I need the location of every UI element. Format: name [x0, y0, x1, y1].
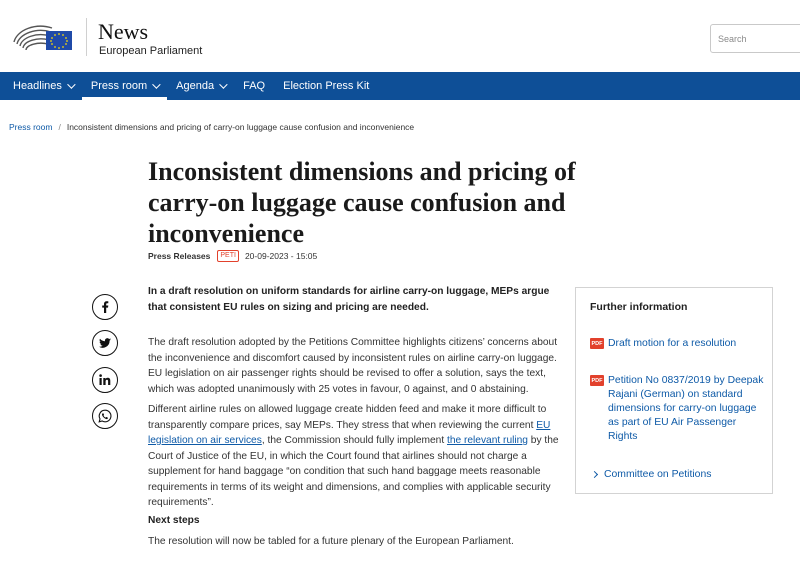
search-input[interactable] — [710, 24, 800, 53]
brand-subtitle: European Parliament — [99, 45, 203, 57]
committee-tag[interactable]: PETI — [217, 250, 239, 262]
paragraph-text: , the Commission should fully implement — [261, 435, 447, 446]
european-parliament-logo[interactable] — [12, 20, 74, 54]
article-lead: In a draft resolution on uniform standards for airline carry-on luggage, MEPs argue that consistent EU rules on sizing and pricing are needed. — [148, 286, 550, 313]
breadcrumb-press-room-link[interactable]: Press room — [9, 122, 53, 132]
paragraph-text: by the Court of Justice of the EU, in which the Court found that airlines should not charge a supplement for hand baggage “on condition that such hand baggage meets reasonable requirements in terms of its weight and dimensions, and complies with applicable security requirements”. — [148, 435, 559, 508]
twitter-icon — [98, 336, 112, 350]
nav-item-faq[interactable] — [234, 72, 274, 100]
nav-item-agenda[interactable] — [167, 72, 234, 100]
share-twitter-button[interactable] — [92, 330, 118, 356]
nav-item-election-press-kit[interactable] — [274, 72, 378, 100]
pdf-icon: PDF — [590, 338, 604, 349]
chevron-down-icon — [219, 80, 227, 88]
article-meta — [148, 250, 317, 262]
sidebar-item-draft-motion[interactable] — [590, 337, 765, 351]
sidebar-item-label: Petition No 0837/2019 by Deepak Rajani (German) on standard dimensions for carry-on luggage as part of EU Air Passenger Rights — [608, 375, 764, 442]
share-linkedin-button[interactable] — [92, 367, 118, 393]
nav-item-press-room[interactable] — [82, 72, 167, 100]
article-paragraph: The draft resolution adopted by the Petitions Committee highlights citizens’ concerns about the inconvenience and discomfort caused by inconsistent rules on airline carry-on luggage. EU legislation on air passenger rights should be revised to offer a solution, says the text, which was adopted unanimously with 25 votes in favour, 0 against, and 0 abstaining. — [148, 337, 558, 395]
logo-divider — [86, 18, 87, 56]
article-paragraph — [148, 402, 568, 511]
eu-legislation-link[interactable]: EU legislation on air services — [148, 419, 551, 446]
pdf-icon: PDF — [590, 375, 604, 386]
whatsapp-icon — [98, 409, 112, 423]
further-information-panel — [575, 287, 773, 494]
nav-label: Headlines — [13, 80, 62, 92]
breadcrumb-separator: / — [58, 122, 61, 132]
breadcrumb-current: Inconsistent dimensions and pricing of carry-on luggage cause confusion and inconvenience — [66, 122, 415, 132]
sidebar-item-label: Committee on Petitions — [604, 469, 712, 480]
sidebar-item-committee-on-petitions[interactable] — [590, 468, 765, 482]
nav-label: Election Press Kit — [283, 80, 370, 92]
nav-item-headlines[interactable] — [0, 72, 82, 100]
sidebar-item-petition[interactable] — [590, 374, 765, 444]
site-header — [0, 0, 800, 72]
main-nav — [0, 72, 800, 100]
chevron-down-icon — [152, 80, 160, 88]
relevant-ruling-link[interactable]: the relevant ruling — [446, 435, 528, 446]
chevron-right-icon — [591, 471, 598, 478]
brand-title[interactable]: News — [98, 19, 149, 44]
article-paragraph: The resolution will now be tabled for a future plenary of the European Parliament. — [148, 536, 514, 547]
sidebar-item-label: Draft motion for a resolution — [608, 338, 737, 349]
share-whatsapp-button[interactable] — [92, 403, 118, 429]
next-steps-heading: Next steps — [148, 515, 200, 526]
sidebar-title: Further information — [590, 301, 688, 313]
facebook-icon — [98, 300, 112, 314]
nav-label: Press room — [90, 80, 148, 92]
article-type: Press Releases — [148, 251, 211, 261]
share-facebook-button[interactable] — [92, 294, 118, 320]
linkedin-icon — [98, 373, 112, 387]
article-date: 20-09-2023 - 15:05 — [244, 251, 318, 261]
chevron-down-icon — [67, 80, 75, 88]
nav-label: FAQ — [243, 80, 266, 92]
page-title: Inconsistent dimensions and pricing of carry-on luggage cause confusion and inconvenience — [148, 157, 576, 248]
breadcrumb — [9, 122, 414, 132]
paragraph-text: Different airline rules on allowed luggage create hidden feed and make it more difficult to transparently compare prices, say MEPs. They stress that when reviewing the current — [148, 404, 547, 431]
nav-label: Agenda — [176, 80, 215, 92]
